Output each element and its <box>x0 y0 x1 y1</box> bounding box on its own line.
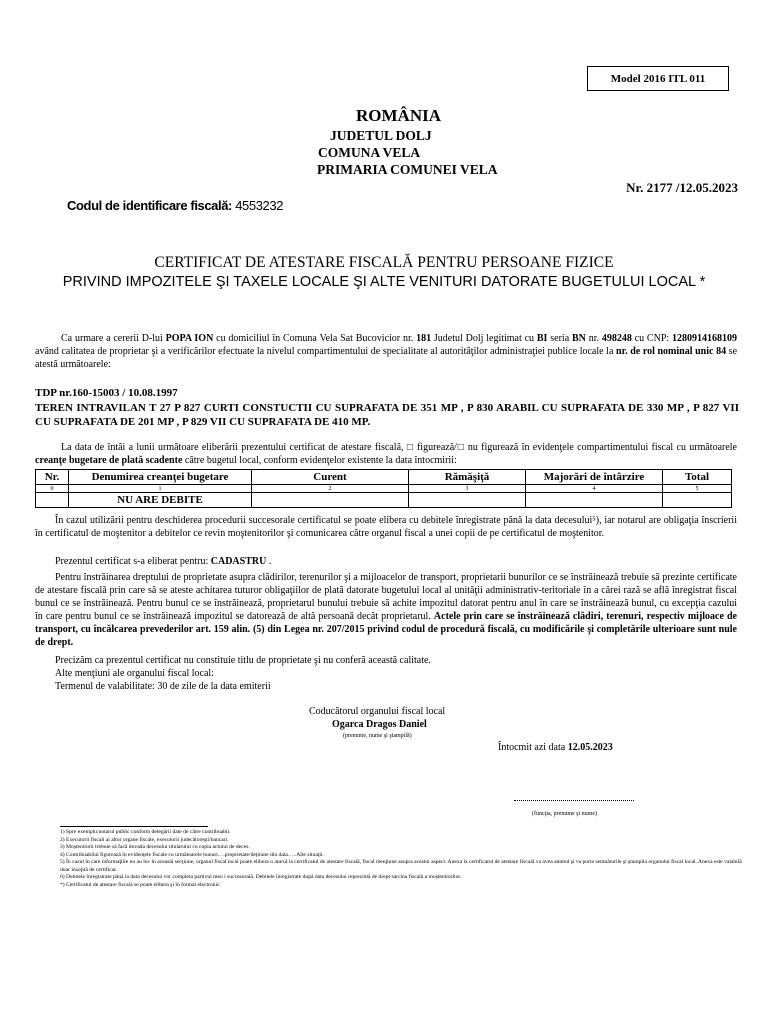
fiscal-id-label: Codul de identificare fiscală: <box>67 198 232 213</box>
land-description: TEREN INTRAVILAN T 27 P 827 CURTI CONSTUCTII CU SUPRAFATA DE 351 MP , P 830 ARABIL CU SUPRAFATA DE 330 MP , P 827 VII CU SUPRAFATA DE 201 MP , P 829 VII CU SUPRAFATA DE 410 MP. <box>35 402 739 428</box>
footnotes <box>60 829 750 889</box>
county-heading: JUDETUL DOLJ <box>330 128 432 143</box>
document-number: Nr. 2177 /12.05.2023 <box>626 180 738 195</box>
signatory-caption-2: (funcţia, prenume şi nume) <box>532 811 597 817</box>
certificate-subtitle: PRIVIND IMPOZITELE ŞI TAXELE LOCALE ŞI ALTE VENITURI DATORATE BUGETULUI LOCAL * <box>62 274 706 290</box>
issue-date: Întocmit azi data 12.05.2023 <box>498 742 613 753</box>
signatory-caption: (prenume, nume şi ştampilă) <box>343 733 412 739</box>
purpose-line: Prezentul certificat s-a eliberat pentru: CADASTRU . <box>55 556 272 567</box>
country-heading: ROMÂNIA <box>356 106 441 125</box>
signatory-name: Ogarca Dragos Daniel <box>332 719 427 730</box>
footnote-4: 4) Contribuabilul figurează în evidenţele fiscale cu următoarele bunuri….proprietate/deţinute din data…..Alte situaţii. <box>60 851 324 858</box>
table-row: NU ARE DEBITE <box>36 493 732 508</box>
footnote-2: 2) Executorii fiscali ai altor organe fiscale, executorii judecătoreşti/bancari. <box>60 836 229 843</box>
certificate-title: CERTIFICAT DE ATESTARE FISCALĂ PENTRU PERSOANE FIZICE <box>154 254 614 271</box>
succession-paragraph: În cazul utilizării pentru deschiderea procedurii succesorale certificatul se poate elibera cu debitele înregistrate până la data decesului⁵), iar notarul are obligaţia înscrierii în certificatul de moştenitor a debitelor ce revin moştenitorilor şi comunicarea către organul fiscal a unei copii de pe certificatul de moştenitor. <box>35 515 737 539</box>
footnote-7: *) Certificatul de atestare fiscală se poate elibera şi în format electronic. <box>60 881 221 888</box>
tdp-line: TDP nr.160-15003 / 10.08.1997 <box>35 387 178 399</box>
intro-paragraph: La data de întâi a lunii următoare eliberării prezentului certificat de atestare fiscală, □ figurează/□ nu figurează în evidenţele compartimentului fiscal cu următoarele creanţe bugetare de plată scadente către bugetul local, conform evidenţelor existente la data întocmirii: <box>35 442 737 466</box>
footnote-3: 3) Moştenitorii trebuie să facă dovada decesului titularului cu copia actului de deces. <box>60 844 250 850</box>
col-current: Curent <box>252 470 409 485</box>
debts-table <box>35 469 732 508</box>
table-index-row: 0 1 2 3 4 5 <box>36 485 732 493</box>
fiscal-id-value: 4553232 <box>235 198 284 213</box>
footnote-1: 1) Spre exemplu:notarul public conform delegării date de către contribuabil. <box>60 829 231 835</box>
request-paragraph: Ca urmare a cererii D-lui POPA ION cu domiciliul în Comuna Vela Sat Bucovicior nr. 181 Judetul Dolj legitimat cu BI seria BN nr. 498248 cu CNP: 1280914168109 având calitatea de proprietar şi a verificărilor efectuate la nivelul compartimentului de specialitate al autorităţilor administraţiei publice locale la nr. de rol nominal unic 84 se atestă următoarele: <box>35 333 738 370</box>
footnote-5: 5) În cazul în care informaţiile nu au loc în această secţiune, organul fiscal local poate elibera o anexă la certificatul de atestare fiscală, fiscal menţiune asupra acestui aspect. Anexa la certificatul de atestare fiscală va avea antetul şi va purta semnăturile şi ştampila organului fiscal local. Anexa este valabilă doar însoţită de certificat. <box>60 859 742 873</box>
signatory-role: Coducătorul organului fiscal local <box>309 706 446 717</box>
col-nr: Nr. <box>36 470 69 485</box>
fiscal-id <box>67 198 283 213</box>
alienation-paragraph: Pentru înstrăinarea dreptului de proprietate asupra clădirilor, terenurilor şi a mijloacelor de transport, proprietarii bunurilor ce se înstrăinează trebuie să prezinte certificate de atestare fiscală prin care să se ateste achitarea tuturor obligaţiilor de plată datorate bugetului local al unităţii administrativ-teritoriale în a cărei rază se află înregistrat fiscal bunul ce se înstrăinează. Pentru bunul ce se înstrăinează, proprietarul bunului trebuie să achite impozitul datorat pentru anul în care se înstrăinează bunul, cu excepţia cazului în care pentru bunul ce se înstrăinează impozitul se datorează de altă persoană decât proprietarul. Actele prin care se înstrăinează clădiri, terenuri, respectiv mijloace de transport, cu încălcarea prevederilor art. 159 alin. (5) din Legea nr. 207/2015 privind codul de procedură fiscală, cu modificările şi completările ulterioare sunt nule de drept. <box>35 572 737 648</box>
title-clause: Precizăm ca prezentul certificat nu constituie titlu de proprietate şi nu conferă această calitate. <box>55 655 431 666</box>
footnote-divider <box>60 826 208 827</box>
institution-heading: PRIMARIA COMUNEI VELA <box>317 162 498 177</box>
table-header-row <box>36 470 732 485</box>
model-box: Model 2016 ITL 011 <box>587 66 729 91</box>
col-name: Denumirea creanţei bugetare <box>69 470 252 485</box>
col-penalties: Majorări de întârzire <box>526 470 663 485</box>
signature-line <box>514 800 634 801</box>
applicant-name: POPA ION <box>165 333 214 344</box>
cnp-value: 1280914168109 <box>672 333 737 344</box>
col-remainder: Rămăşiţă <box>409 470 526 485</box>
purpose-value: CADASTRU <box>210 556 267 567</box>
footnote-6: 6) Debitele înregistrate până la data decesului vor completa partivul meu i succesorală. Debitele înregistrate după data decesului reprezintă de drept sarcina fiscală a moştenitorilor. <box>60 874 462 880</box>
commune-heading: COMUNA VELA <box>318 145 421 160</box>
validity-term: Termenul de valabilitate: 30 de zile de la data emiterii <box>55 681 271 692</box>
col-total: Total <box>663 470 732 485</box>
other-mentions: Alte menţiuni ale organului fiscal local: <box>55 668 214 679</box>
